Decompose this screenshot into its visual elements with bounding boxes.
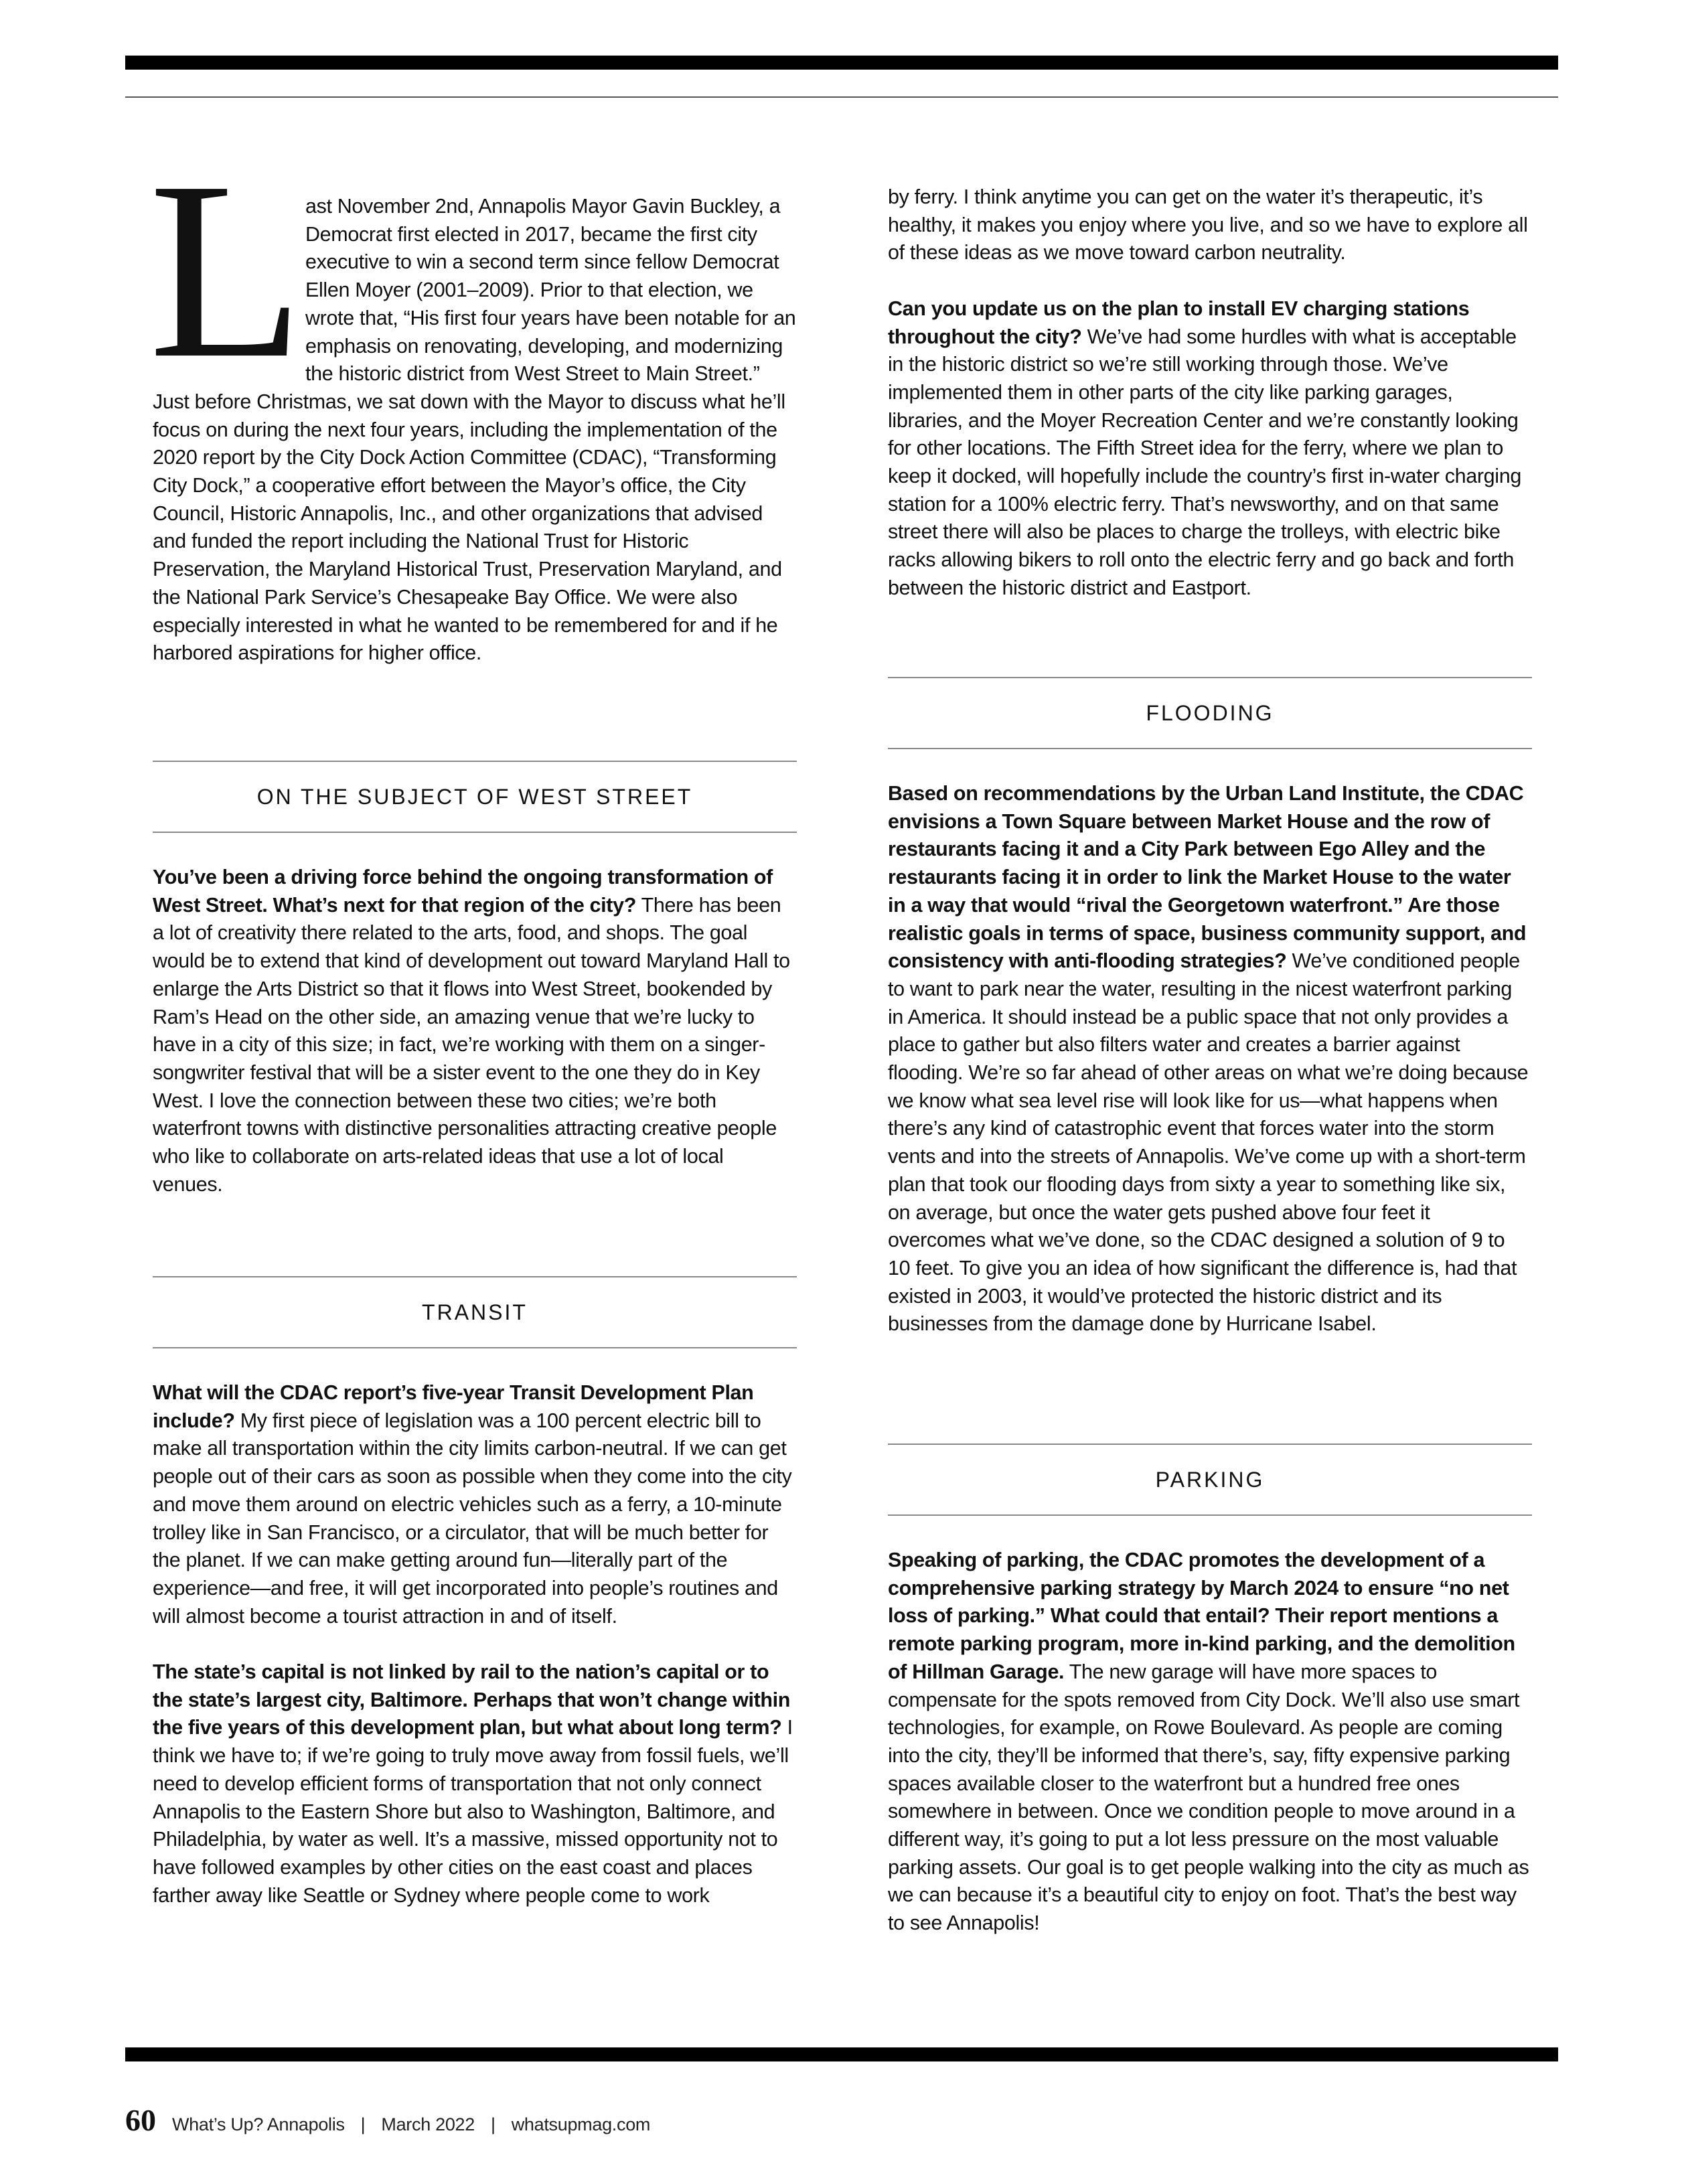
flooding-block	[888, 780, 1532, 1367]
separator: |	[490, 2114, 495, 2134]
publication-name: What’s Up? Annapolis	[172, 2114, 345, 2134]
question: The state’s capital is not linked by rail to the nation’s capital or to the state’s largest city, Baltimore. Perhaps that won’t change within the five years of this development plan, but what about long term?	[153, 1660, 791, 1739]
qa-paragraph	[888, 780, 1532, 1338]
answer: The new garage will have more spaces to compensate for the spots removed from City Dock. We’ll also use smart technologies, for example, on Rowe Boulevard. As people are coming into the city, they’ll be informed that there’s, say, fifty expensive parking spaces available closer to the waterfront but a hundred free ones somewhere in between. Once we condition people to move around in a different way, it’s going to put a lot less pressure on the most valuable parking assets. Our goal is to get people walking into the city as much as we can because it’s a beautiful city to enjoy on foot. That’s the best way to see Annapolis!	[888, 1660, 1529, 1935]
page-footer	[125, 2102, 650, 2138]
top-rule-thick	[125, 56, 1558, 70]
qa-paragraph	[153, 1379, 797, 1630]
separator: |	[360, 2114, 366, 2134]
question: Speaking of parking, the CDAC promotes the development of a comprehensive parking strategy by March 2024 to ensure “no net loss of parking.” What could that entail? Their report mentions a remote parking program, more in-kind parking, and the demolition of Hillman Garage.	[888, 1549, 1515, 1683]
qa-paragraph	[153, 1658, 797, 1909]
answer: We’ve conditioned people to want to park near the water, resulting in the nicest waterfront parking in America. It should instead be a public space that not only provides a place to gather but also filters water and creates a barrier against flooding. We’re so far ahead of other areas on what we’re doing because we know what sea level rise will look like for us—what happens when there’s any kind of catastrophic event that forces water into the storm vents and into the streets of Annapolis. We’ve come up with a short-term plan that took our flooding days from sixty a year to something like six, on average, but once the water gets pushed above four feet it overcomes what we’ve done, so the CDAC designed a solution of 9 to 10 feet. To give you an idea of how significant the difference is, had that existed in 2003, it would’ve protected the historic district and its businesses from the damage done by Hurricane Isabel.	[888, 949, 1529, 1336]
section-heading-west-street: ON THE SUBJECT OF WEST STREET	[153, 761, 797, 833]
answer: I think we have to; if we’re going to truly move away from fossil fuels, we’ll need to develop efficient forms of transportation that not only connect Annapolis to the Eastern Shore but also to Washington, Baltimore, and Philadelphia, by water as well. It’s a massive, missed opportunity not to have followed examples by other cities on the east coast and places farther away like Seattle or Sydney where people come to work	[153, 1716, 793, 1907]
intro-block	[149, 129, 797, 696]
answer: We’ve had some hurdles with what is acceptable in the historic district so we’re still working through those. We’ve implemented them in other parts of the city like parking garages, libraries, and the Moyer Recreation Center and we’re constantly looking for other locations. The Fifth Street idea for the ferry, where we plan to keep it docked, will hopefully include the country’s first in-water charging station for a 100% electric ferry. That’s newsworthy, and on that same street there will also be places to charge the trolleys, with electric bike racks allowing bikers to roll onto the electric ferry and go back and forth between the historic district and Eastport.	[888, 325, 1521, 599]
parking-block	[888, 1547, 1532, 1966]
drop-cap: L	[149, 129, 304, 411]
answer: My first piece of legislation was a 100 percent electric bill to make all transportation within the city limits carbon-neutral. If we can get people out of their cars as soon as possible when they come into the city and move them around on electric vehicles such as a ferry, a 10-minute trolley like in San Francisco, or a circulator, that will be much better for the planet. If we can make getting around fun—literally part of the experience—and free, it will get incorporated into people’s routines and will almost become a tourist attraction in and of itself.	[153, 1409, 792, 1628]
website: whatsupmag.com	[511, 2114, 651, 2134]
qa-paragraph	[153, 864, 797, 1198]
question: You’ve been a driving force behind the ongoing transformation of West Street. What’s next for that region of the city?	[153, 866, 773, 917]
qa-paragraph	[888, 295, 1532, 603]
section-heading-parking: PARKING	[888, 1444, 1532, 1516]
west-street-block	[153, 864, 797, 1227]
transit-block	[153, 1379, 797, 1938]
qa-paragraph	[888, 1547, 1532, 1938]
transit-continued-block	[888, 183, 1532, 630]
intro-paragraph: ast November 2nd, Annapolis Mayor Gavin Buckley, a Democrat first elected in 2017, became the first city executive to win a second term since fellow Democrat Ellen Moyer (2001–2009). Prior to that election, we wrote that, “His first four years have been notable for an emphasis on renovating, developing, and modernizing the historic district from West Street to Main Street.” Just before Christmas, we sat down with the Mayor to discuss what he’ll focus on during the next four years, including the implementation of the 2020 report by the City Dock Action Committee (CDAC), “Transforming City Dock,” a cooperative effort between the Mayor’s office, the City Council, Historic Annapolis, Inc., and other organizations that advised and funded the report including the National Trust for Historic Preservation, the Maryland Historical Trust, Preservation Maryland, and the National Park Service’s Chesapeake Bay Office. We were also especially interested in what he wanted to be remembered for and if he harbored aspirations for higher office.	[153, 195, 796, 665]
page-number: 60	[125, 2103, 156, 2137]
bottom-rule-thick	[125, 2047, 1558, 2061]
section-heading-flooding: FLOODING	[888, 677, 1532, 749]
question: Can you update us on the plan to install EV charging stations throughout the city?	[888, 297, 1470, 348]
question: Based on recommendations by the Urban Land Institute, the CDAC envisions a Town Square between Market House and the row of restaurants facing it and a City Park between Ego Alley and the restaurants facing it in order to link the Market House to the water in a way that would “rival the Georgetown waterfront.” Are those realistic goals in terms of space, business community support, and consistency with anti-flooding strategies?	[888, 782, 1527, 973]
section-heading-transit: TRANSIT	[153, 1276, 797, 1348]
issue-date: March 2022	[381, 2114, 475, 2134]
question: What will the CDAC report’s five-year Transit Development Plan include?	[153, 1381, 754, 1432]
top-rule-thin	[125, 96, 1558, 98]
answer-continued: by ferry. I think anytime you can get on the water it’s therapeutic, it’s healthy, it makes you enjoy where you live, and so we have to explore all of these ideas as we move toward carbon neutrality.	[888, 185, 1528, 264]
answer: There has been a lot of creativity there related to the arts, food, and shops. The goal would be to extend that kind of development out toward Maryland Hall to enlarge the Arts District so that it flows into West Street, bookended by Ram’s Head on the other side, an amazing venue that we’re lucky to have in a city of this size; in fact, we’re working with them on a singer-songwriter festival that will be a sister event to the one they do in Key West. I love the connection between these two cities; we’re both waterfront towns with distinctive personalities attracting creative people who like to collaborate on arts-related ideas that use a lot of local venues.	[153, 893, 790, 1196]
